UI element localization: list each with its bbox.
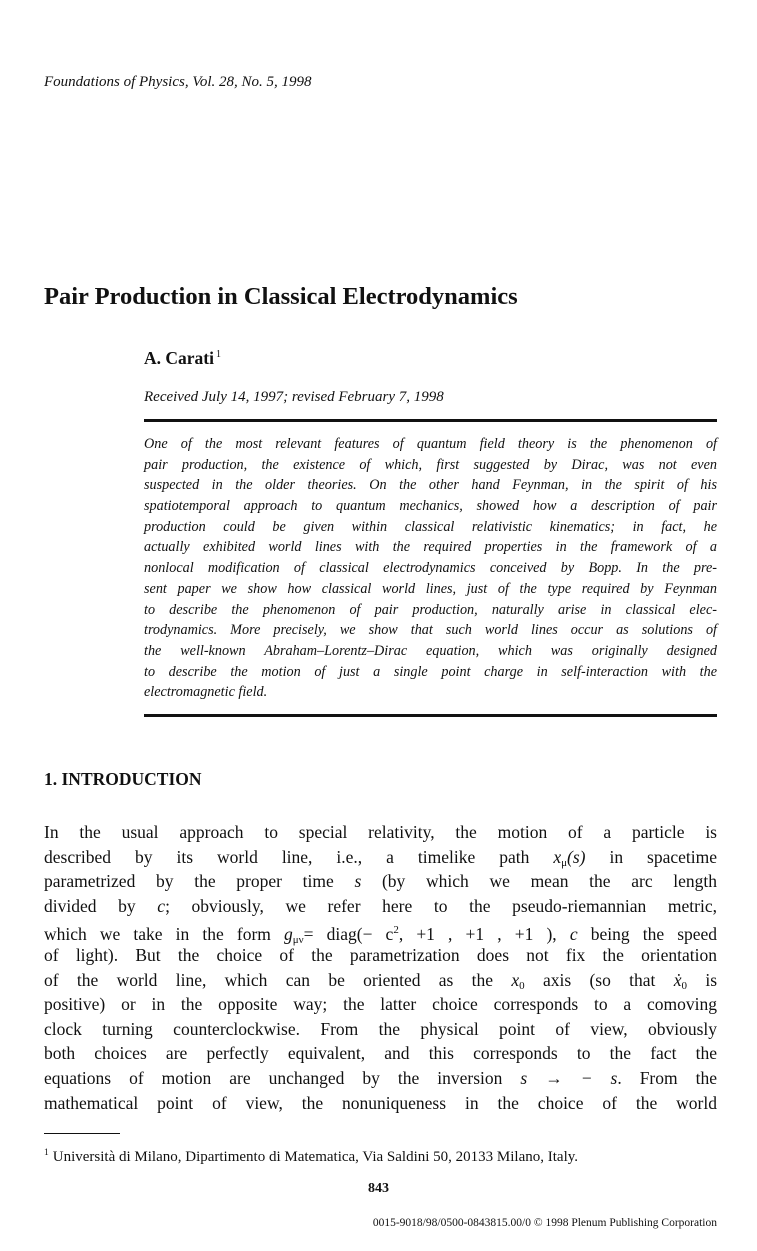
section-heading: 1. INTRODUCTION	[44, 769, 202, 789]
body-line: mathematical point of view, the nonuniqueness in the choice of the world	[44, 1092, 717, 1113]
abstract	[144, 434, 717, 703]
abstract-line: trodynamics. More precisely, we show that such world lines occur as solutions of	[144, 622, 717, 639]
author	[144, 348, 221, 369]
footnote	[44, 1148, 578, 1166]
body-line: divided by c; obviously, we refer here to the pseudo-riemannian metric,	[44, 895, 718, 916]
author-name: A. Carati	[144, 348, 214, 368]
abstract-line: to describe the phenomenon of pair production, naturally arise in classical elec-	[144, 601, 717, 618]
abstract-line: the well-known Abraham–Lorentz–Dirac equation, which was originally designed	[144, 642, 717, 659]
abstract-bottom-rule	[144, 714, 717, 717]
abstract-line: suspected in the older theories. On the other hand Feynman, in the spirit of his	[144, 477, 717, 494]
body-line: of light). But the choice of the parametrization does not fix the orientation	[44, 944, 717, 965]
abstract-line: production could be given within classical relativistic kinematics; in fact, he	[144, 518, 717, 535]
abstract-line: pair production, the existence of which, first suggested by Dirac, was not even	[144, 456, 717, 473]
abstract-line: One of the most relevant features of quantum field theory is the phenomenon of	[144, 436, 717, 452]
author-footnote-mark: 1	[215, 349, 221, 360]
abstract-line: electromagnetic field.	[144, 684, 268, 701]
abstract-top-rule	[144, 419, 717, 422]
footnote-text: Università di Milano, Dipartimento di Matematica, Via Saldini 50, 20133 Milano, Italy.	[52, 1149, 579, 1165]
body-line: clock turning counterclockwise. From the physical point of view, obviously	[44, 1018, 717, 1039]
body-line: which we take in the form $g_{\mu\nu}=$ diag(− $c^2$, +1 , +1 , +1 ), c being the speed	[44, 924, 718, 947]
page-number: 843	[368, 1181, 389, 1196]
body-line: equations of motion are unchanged by the inversion s → − s. From the	[44, 1067, 718, 1088]
body-paragraph	[44, 820, 717, 1115]
abstract-line: nonlocal modification of classical electrodynamics conceived by Bopp. In the pre-	[144, 560, 717, 577]
footnote-rule	[44, 1133, 120, 1134]
abstract-line: actually exhibited world lines with the required properties in the framework of a	[144, 539, 717, 556]
copyright-line: 0015-9018/98/0500-0843815.00/0 © 1998 Plenum Publishing Corporation	[372, 1217, 717, 1229]
body-line: parametrized by the proper time s (by which we mean the arc length	[44, 871, 718, 892]
body-line: of the world line, which can be oriented as the $x_0$ axis (so that ẋ$_0$ is	[44, 969, 718, 992]
abstract-line: to describe the motion of just a single point charge in self-interaction with the	[144, 663, 717, 680]
body-line: both choices are perfectly equivalent, and this corresponds to the fact the	[44, 1043, 717, 1064]
journal-header: Foundations of Physics, Vol. 28, No. 5, 1998	[44, 74, 312, 90]
footnote-mark: 1	[44, 1148, 49, 1158]
abstract-line: spatiotemporal approach to quantum mechanics, showed how a description of pair	[144, 498, 717, 515]
abstract-line: sent paper we show how classical world lines, just of the type required by Feynman	[144, 580, 717, 597]
body-line: positive) or in the opposite way; the latter choice corresponds to a comoving	[44, 994, 717, 1015]
paper-title: Pair Production in Classical Electrodynamics	[44, 283, 518, 310]
body-line: described by its world line, i.e., a timelike path $x_\mu(s)$ in spacetime	[44, 846, 718, 869]
body-line: In the usual approach to special relativity, the motion of a particle is	[44, 822, 717, 842]
received-dates: Received July 14, 1997; revised February 7, 1998	[144, 389, 444, 405]
